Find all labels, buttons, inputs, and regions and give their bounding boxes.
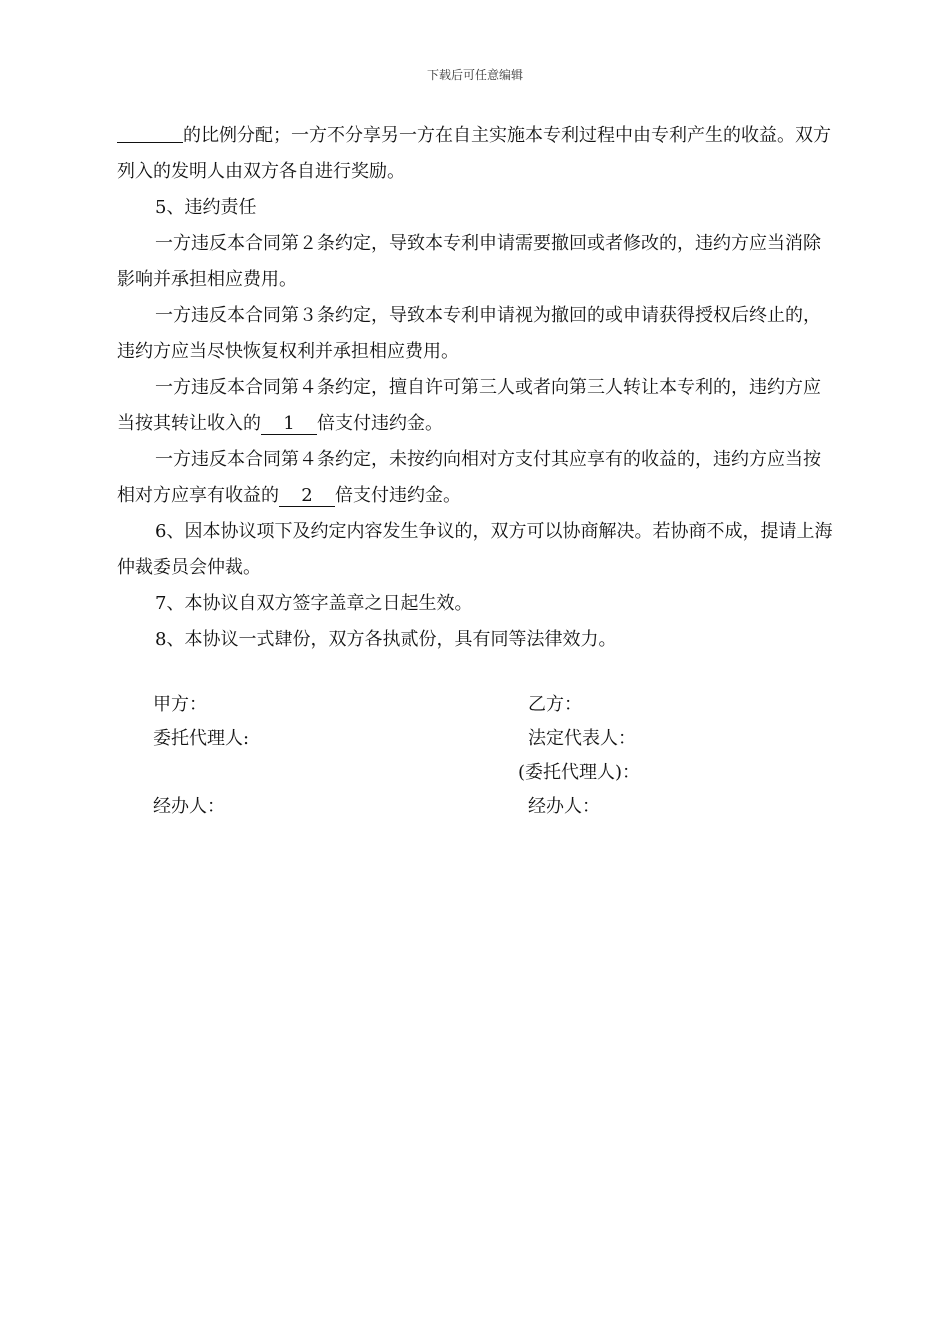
signature-row-handlers <box>153 790 713 824</box>
party-a-label: 甲方： <box>153 694 207 715</box>
handler-a-label: 经办人： <box>153 796 225 817</box>
blank-multiplier-2: 2 <box>279 486 335 507</box>
agent-a-label: 委托代理人: <box>153 728 250 749</box>
page-header: 下载后可任意编辑 <box>426 68 523 82</box>
blank-ratio <box>117 122 183 143</box>
paragraph-effective-date: 7、本协议自双方签字盖章之日起生效。 <box>155 593 473 614</box>
paragraph-profit-split: 的比例分配；一方不分享另一方在自主实施本专利过程中由专利产生的收益。双方列入的发明人由双方各自进行奖励。 <box>117 118 835 190</box>
paragraph-breach-payment: 一方违反本合同第４条约定，未按约向相对方支付其应享有的收益的，违约方应当按相对方应享有收益的 2 倍支付违约金。 <box>117 449 821 506</box>
signature-row-agent-b <box>153 756 713 790</box>
contract-body <box>117 118 835 658</box>
legal-rep-b-label: 法定代表人： <box>528 728 636 749</box>
signature-row-parties <box>153 688 713 722</box>
agent-b-label: (委托代理人)： <box>518 762 641 783</box>
paragraph-copies: 8、本协议一式肆份，双方各执贰份，具有同等法律效力。 <box>155 629 617 650</box>
paragraph-breach-article-3: 一方违反本合同第３条约定，导致本专利申请视为撤回的或申请获得授权后终止的，违约方应当尽快恢复权利并承担相应费用。 <box>117 305 821 362</box>
paragraph-breach-transfer: 一方违反本合同第４条约定，擅自许可第三人或者向第三人转让本专利的，违约方应当按其转让收入的 1 倍支付违约金。 <box>117 377 821 434</box>
signature-row-representatives <box>153 722 713 756</box>
paragraph-breach-article-2: 一方违反本合同第２条约定，导致本专利申请需要撤回或者修改的，违约方应当消除影响并承担相应费用。 <box>117 233 821 290</box>
section-heading-breach: 5、违约责任 <box>155 197 257 218</box>
handler-b-label: 经办人： <box>528 796 600 817</box>
blank-multiplier-1: 1 <box>261 414 317 435</box>
paragraph-dispute-resolution: 6、因本协议项下及约定内容发生争议的，双方可以协商解决。若协商不成，提请上海仲裁委员会仲裁。 <box>117 521 833 578</box>
signature-block <box>153 688 713 824</box>
party-b-label: 乙方： <box>528 694 582 715</box>
